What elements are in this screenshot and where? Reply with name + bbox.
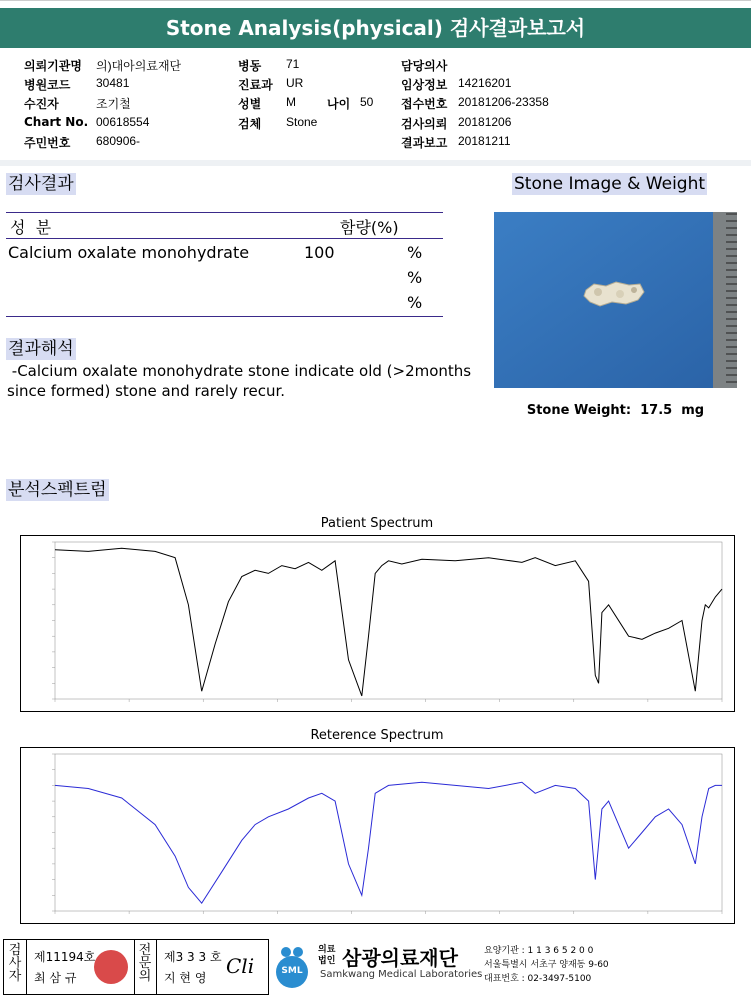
org-name: 삼광의료재단 <box>342 946 458 970</box>
info-label-patient: 수진자 <box>24 97 59 111</box>
stone-weight: Stone Weight: 17.5 mg <box>526 403 705 418</box>
column-header-amount: 함량(%) <box>340 218 399 237</box>
report-title: Stone Analysis(physical) 검사결과보고서 <box>165 16 586 40</box>
interpretation-text: -Calcium oxalate monohydrate stone indicate old (>2months since formed) stone and rarely recur. <box>7 362 476 400</box>
sml-logo-text: SML <box>281 966 303 976</box>
info-value-sex: M <box>286 95 296 109</box>
stone-photo-image <box>494 212 737 388</box>
info-value-result-report: 20181211 <box>458 134 511 148</box>
checker-number: 제11194호 <box>34 950 96 964</box>
result-row-amount: 100 <box>304 243 335 262</box>
specialist-name: 지 현 영 <box>164 971 207 985</box>
signature: Cli <box>226 954 255 978</box>
reference-spectrum-title: Reterence Spectrum <box>310 728 444 743</box>
checker-name: 최 삼 규 <box>34 971 77 985</box>
info-label-result-report: 결과보고 <box>401 136 448 150</box>
reference-spectrum-plot <box>21 748 734 923</box>
patient-spectrum-chart <box>20 535 735 712</box>
org-contact-code: 요양기관 : 1 1 3 6 5 2 0 0 <box>484 946 594 956</box>
stamp-divider <box>26 940 27 994</box>
specialist-label-text: 전문의 <box>138 943 152 984</box>
spectrum-line <box>55 548 722 696</box>
org-contact-address: 서울특별시 서초구 양재동 9-60 <box>484 960 609 970</box>
info-value-specimen: Stone <box>286 115 318 129</box>
stone-photo <box>494 212 737 388</box>
checker-label-text: 검사자 <box>8 943 22 984</box>
info-label-receipt-no: 접수번호 <box>401 97 448 111</box>
info-value-ward: 71 <box>286 57 300 71</box>
info-label-hospital-code: 병원코드 <box>24 78 71 92</box>
org-contact <box>484 944 609 986</box>
top-border <box>0 0 751 6</box>
result-row-unit: % <box>407 243 423 262</box>
signature-box <box>3 939 269 995</box>
stamp-divider <box>134 940 135 994</box>
org-prefix <box>318 945 335 967</box>
info-value-requesting-org: 의)대아의료재단 <box>96 59 182 73</box>
info-divider <box>0 160 751 166</box>
info-value-chart-no: 00618554 <box>96 115 150 129</box>
info-label-resident-no: 주민번호 <box>24 136 71 150</box>
stamp-divider <box>156 940 157 994</box>
specialist-number: 제3 3 3 호 <box>164 950 222 964</box>
info-label-age: 나이 <box>327 97 351 111</box>
info-label-department: 진료과 <box>238 78 273 92</box>
org-prefix-line1: 의료 <box>318 945 336 955</box>
table-header-line <box>6 238 443 239</box>
info-label-ward: 병동 <box>238 59 262 73</box>
org-contact-phone: 대표번호 : 02-3497-5100 <box>484 974 592 984</box>
column-header-component: 성 분 <box>10 218 52 237</box>
patient-spectrum-title: Patient Spectrum <box>320 516 434 531</box>
info-value-age: 50 <box>360 95 374 109</box>
info-label-chart-no: Chart No. <box>24 115 89 129</box>
result-heading: 검사결과 <box>8 174 74 194</box>
info-label-clinical-info: 임상정보 <box>401 78 448 92</box>
specialist-label <box>138 944 152 983</box>
info-label-specimen: 검체 <box>238 117 262 131</box>
org-prefix-line2: 법인 <box>318 956 336 966</box>
info-value-test-request: 20181206 <box>458 115 512 129</box>
info-value-department: UR <box>286 76 304 90</box>
info-value-hospital-code: 30481 <box>96 76 130 90</box>
info-label-sex: 성별 <box>238 97 262 111</box>
table-top-line <box>6 212 443 213</box>
spectrum-heading: 분석스펙트럼 <box>8 480 107 500</box>
info-label-test-request: 검사의뢰 <box>401 117 448 131</box>
interpretation-heading: 결과해석 <box>8 339 74 359</box>
info-value-resident-no: 680906- <box>96 134 141 148</box>
result-row-unit: % <box>407 268 423 287</box>
image-weight-heading: Stone Image & Weight <box>514 174 706 194</box>
plot-frame <box>55 542 722 699</box>
info-label-requesting-org: 의뢰기관명 <box>24 59 82 73</box>
reference-spectrum-chart <box>20 747 735 924</box>
patient-spectrum-plot <box>21 536 734 711</box>
spectrum-line <box>55 782 722 903</box>
official-seal <box>94 950 128 984</box>
result-row-unit: % <box>407 293 423 312</box>
org-english-name: Samkwang Medical Laboratories <box>320 969 483 980</box>
info-value-receipt-no: 20181206-23358 <box>458 95 549 109</box>
sml-logo <box>272 942 312 990</box>
info-label-physician: 담당의사 <box>401 59 448 73</box>
result-row-component: Calcium oxalate monohydrate <box>8 243 250 262</box>
info-value-patient: 조기철 <box>96 97 131 111</box>
checker-label <box>8 944 22 983</box>
table-bottom-line <box>6 316 443 317</box>
info-value-clinical-info: 14216201 <box>458 76 512 90</box>
